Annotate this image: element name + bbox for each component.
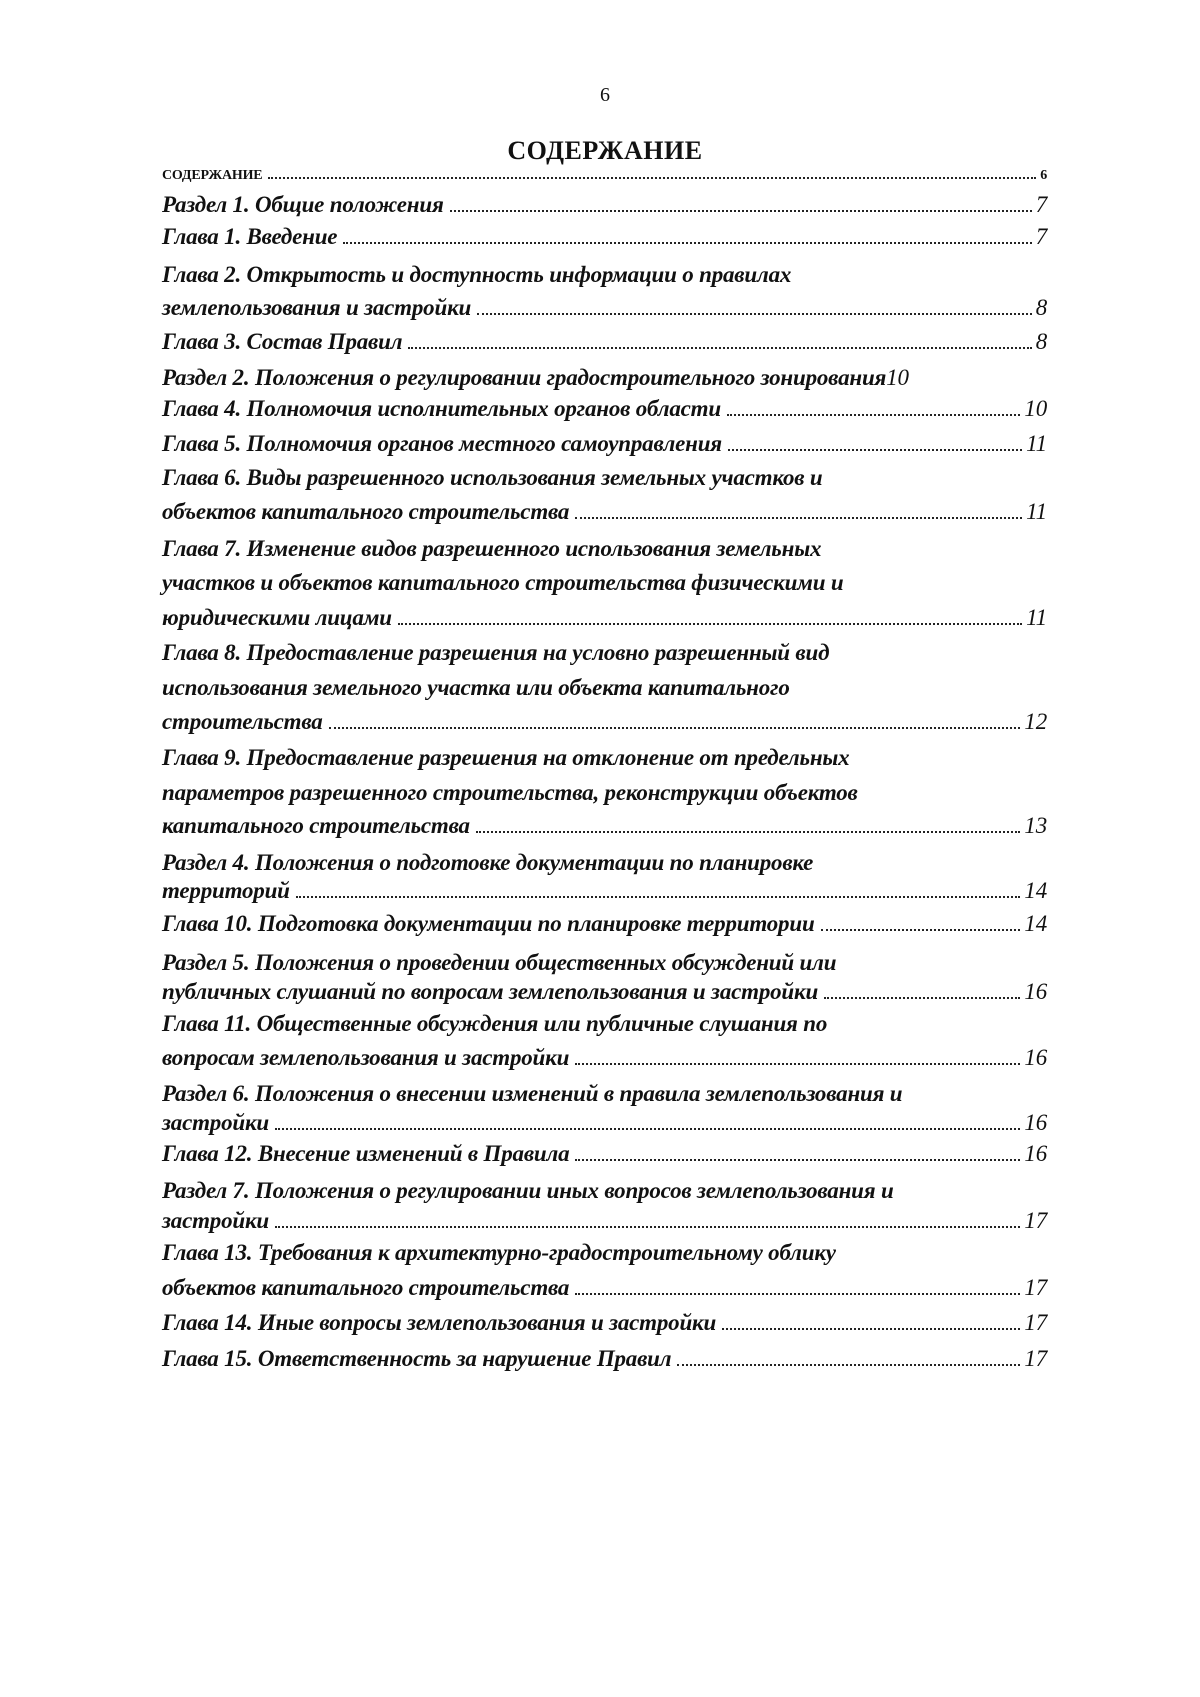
toc-page-number: 16 bbox=[1024, 979, 1047, 1004]
toc-page-number: 10 bbox=[886, 365, 909, 390]
toc-entry-text: землепользования и застройки bbox=[162, 295, 472, 320]
dot-leader bbox=[727, 414, 1020, 416]
toc-entry[interactable] bbox=[162, 1310, 1047, 1335]
toc-entry-text[interactable]: Раздел 5. Положения о проведении общественных обсуждений или bbox=[162, 950, 837, 975]
toc-page-number: 11 bbox=[1026, 431, 1047, 456]
dot-leader bbox=[275, 1226, 1020, 1228]
dot-leader bbox=[477, 313, 1032, 315]
toc-page-number: 11 bbox=[1026, 499, 1047, 524]
toc-page-number: 8 bbox=[1035, 329, 1047, 354]
toc-page-number: 7 bbox=[1035, 192, 1047, 217]
toc-entry-text[interactable]: Глава 7. Изменение видов разрешенного использования земельных bbox=[162, 536, 822, 561]
toc-page-number: 17 bbox=[1024, 1310, 1047, 1335]
toc-entry[interactable] bbox=[162, 1110, 1047, 1135]
toc-entry-text[interactable]: Глава 8. Предоставление разрешения на условно разрешенный вид bbox=[162, 640, 830, 665]
toc-entry-text[interactable]: Глава 13. Требования к архитектурно-градостроительному облику bbox=[162, 1240, 836, 1265]
toc-page-number: 13 bbox=[1024, 813, 1047, 838]
toc-entry[interactable] bbox=[162, 878, 1047, 903]
toc-entry-text: Глава 10. Подготовка документации по планировке территории bbox=[162, 911, 815, 936]
toc-entry[interactable] bbox=[162, 605, 1047, 630]
toc-entry[interactable] bbox=[162, 224, 1047, 249]
toc-entry[interactable] bbox=[162, 1045, 1047, 1070]
toc-entry[interactable] bbox=[162, 329, 1047, 354]
dot-leader bbox=[575, 517, 1022, 519]
toc-entry[interactable] bbox=[162, 709, 1047, 734]
toc-entry-text: Глава 1. Введение bbox=[162, 224, 338, 249]
toc-page-number: 7 bbox=[1035, 224, 1047, 249]
toc-entry[interactable] bbox=[162, 911, 1047, 936]
dot-leader bbox=[575, 1063, 1020, 1065]
toc-entry-text: Раздел 2. Положения о регулировании градостроительного зонирования bbox=[162, 365, 887, 390]
toc-entry[interactable] bbox=[162, 813, 1047, 838]
toc-page-number: 16 bbox=[1024, 1045, 1047, 1070]
toc-entry[interactable] bbox=[162, 1346, 1047, 1371]
dot-leader bbox=[575, 1293, 1020, 1295]
dot-leader bbox=[677, 1364, 1020, 1366]
toc-page-number: 17 bbox=[1024, 1208, 1047, 1233]
toc-entry-text[interactable]: Глава 9. Предоставление разрешения на отклонение от предельных bbox=[162, 745, 850, 770]
toc-entry-text[interactable]: Раздел 6. Положения о внесении изменений в правила землепользования и bbox=[162, 1081, 903, 1106]
toc-entry-text: СОДЕРЖАНИЕ bbox=[162, 168, 263, 183]
dot-leader bbox=[728, 449, 1022, 451]
toc-entry[interactable] bbox=[162, 499, 1047, 524]
page-title: СОДЕРЖАНИЕ bbox=[507, 136, 703, 165]
toc-entry-text: застройки bbox=[162, 1208, 270, 1233]
toc-entry-text: застройки bbox=[162, 1110, 270, 1135]
dot-leader bbox=[824, 997, 1020, 999]
dot-leader bbox=[450, 210, 1032, 212]
page-number: 6 bbox=[600, 84, 610, 106]
dot-leader bbox=[575, 1159, 1020, 1161]
toc-entry-text: юридическими лицами bbox=[162, 605, 392, 630]
toc-entry-text: строительства bbox=[162, 709, 323, 734]
toc-page-number: 16 bbox=[1024, 1110, 1047, 1135]
toc-entry-text: публичных слушаний по вопросам землепользования и застройки bbox=[162, 979, 819, 1004]
toc-entry[interactable] bbox=[162, 365, 1047, 390]
toc-entry-text: Глава 3. Состав Правил bbox=[162, 329, 403, 354]
dot-leader bbox=[296, 896, 1021, 898]
toc-page-number: 16 bbox=[1024, 1141, 1047, 1166]
toc-entry-text[interactable]: Раздел 4. Положения о подготовке документации по планировке bbox=[162, 850, 814, 875]
toc-entry[interactable] bbox=[162, 168, 1047, 183]
toc-entry-text[interactable]: Раздел 7. Положения о регулировании иных вопросов землепользования и bbox=[162, 1178, 894, 1203]
toc-entry[interactable] bbox=[162, 295, 1047, 320]
toc-entry-text: территорий bbox=[162, 878, 290, 903]
toc-entry[interactable] bbox=[162, 192, 1047, 217]
toc-entry[interactable] bbox=[162, 431, 1047, 456]
toc-entry[interactable] bbox=[162, 1208, 1047, 1233]
dot-leader bbox=[722, 1328, 1020, 1330]
toc-page-number: 14 bbox=[1024, 911, 1047, 936]
toc-entry-text[interactable]: Глава 6. Виды разрешенного использования земельных участков и bbox=[162, 465, 823, 490]
dot-leader bbox=[398, 623, 1022, 625]
toc-page-number: 11 bbox=[1026, 605, 1047, 630]
toc-entry-text[interactable]: участков и объектов капитального строительства физическими и bbox=[162, 570, 844, 595]
toc-page-number: 14 bbox=[1024, 878, 1047, 903]
dot-leader bbox=[268, 177, 1036, 179]
dot-leader bbox=[343, 242, 1031, 244]
toc-entry-text: Глава 4. Полномочия исполнительных органов области bbox=[162, 396, 721, 421]
toc-entry-text[interactable]: параметров разрешенного строительства, реконструкции объектов bbox=[162, 780, 858, 805]
toc-entry-text: Глава 15. Ответственность за нарушение Правил bbox=[162, 1346, 672, 1371]
toc-entry-text[interactable]: использования земельного участка или объекта капитального bbox=[162, 675, 790, 700]
toc-entry-text: вопросам землепользования и застройки bbox=[162, 1045, 570, 1070]
dot-leader bbox=[408, 347, 1031, 349]
toc-page-number: 17 bbox=[1024, 1275, 1047, 1300]
toc-entry-text: Раздел 1. Общие положения bbox=[162, 192, 444, 217]
toc-entry-text: Глава 5. Полномочия органов местного самоуправления bbox=[162, 431, 722, 456]
toc-page-number: 8 bbox=[1035, 295, 1047, 320]
dot-leader bbox=[275, 1128, 1020, 1130]
toc-entry-text[interactable]: Глава 11. Общественные обсуждения или публичные слушания по bbox=[162, 1011, 828, 1036]
dot-leader bbox=[476, 831, 1021, 833]
toc-page-number: 12 bbox=[1024, 709, 1047, 734]
toc-entry-text: капитального строительства bbox=[162, 813, 470, 838]
toc-entry[interactable] bbox=[162, 1141, 1047, 1166]
dot-leader bbox=[821, 929, 1021, 931]
toc-entry-text[interactable]: Глава 2. Открытость и доступность информации о правилах bbox=[162, 262, 792, 287]
toc-page-number: 6 bbox=[1040, 168, 1047, 183]
toc-entry[interactable] bbox=[162, 979, 1047, 1004]
toc-page-number: 17 bbox=[1024, 1346, 1047, 1371]
toc-page-number: 10 bbox=[1024, 396, 1047, 421]
toc-entry-text: Глава 14. Иные вопросы землепользования и застройки bbox=[162, 1310, 717, 1335]
toc-entry-text: Глава 12. Внесение изменений в Правила bbox=[162, 1141, 570, 1166]
dot-leader bbox=[329, 727, 1021, 729]
toc-entry-text: объектов капитального строительства bbox=[162, 1275, 570, 1300]
toc-entry-text: объектов капитального строительства bbox=[162, 499, 570, 524]
toc-entry[interactable] bbox=[162, 1275, 1047, 1300]
toc-entry[interactable] bbox=[162, 396, 1047, 421]
